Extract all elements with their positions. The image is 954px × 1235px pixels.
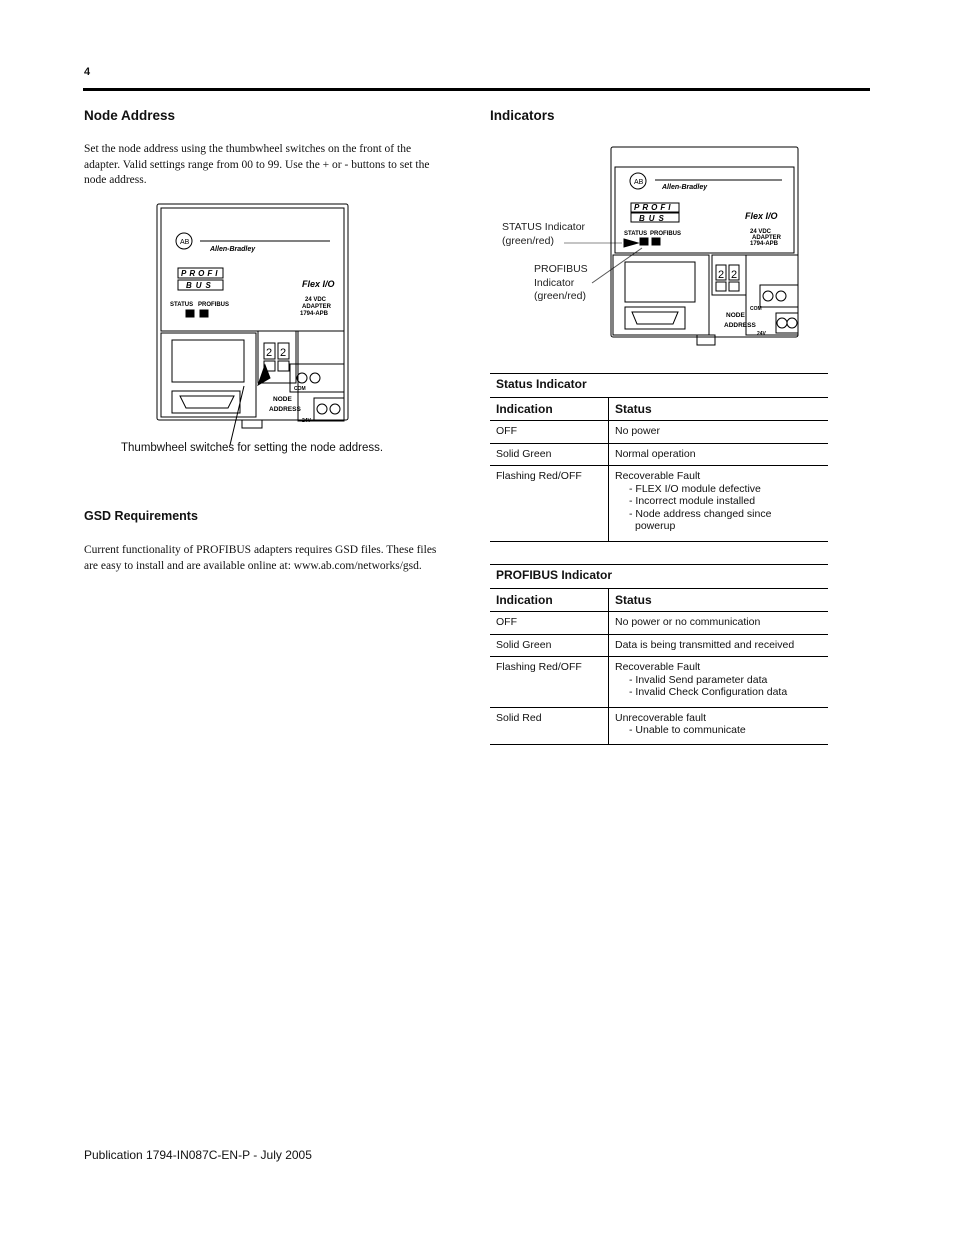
thumbwheel-digit-2: 2 [280,347,287,359]
brand-label-right: Allen-Bradley [662,184,708,191]
table-row: Flashing Red/OFF Recoverable Fault - FLEX I/O module defective - Incorrect module installed - Node address changed since powerup [490,466,828,542]
status-table-title: Status Indicator [490,374,828,398]
adapter-label-right: ADAPTER [752,235,782,241]
table-row: OFF No power or no communication [490,612,828,635]
adapter-figure-left [150,200,355,455]
voltage-label-right: 24 VDC [750,229,772,235]
com-label-right: COM [750,306,762,312]
model-label: 1794-APB [300,311,329,317]
voltage-label: 24 VDC [305,297,327,303]
indicators-heading: Indicators [490,108,555,123]
table-row: Flashing Red/OFF Recoverable Fault - Invalid Send parameter data - Invalid Check Configuration data [490,657,828,708]
status-col-indication: Indication [490,398,609,421]
ab-logo: AB [180,239,190,246]
header-rule [83,88,870,91]
status-col-status: Status [609,398,829,421]
table-row: Solid Green Normal operation [490,443,828,466]
thumbwheel-digit-2-right: 2 [731,269,738,281]
profibus-indicator-table [490,564,828,745]
profibus-table-title: PROFIBUS Indicator [490,565,828,589]
status-indicator-table [490,373,828,542]
status-indicator-callout: STATUS Indicator (green/red) [502,221,586,247]
address-label-right: ADDRESS [724,322,756,329]
adapter-figure-right [560,145,810,355]
thumbwheel-digit-1: 2 [266,347,273,359]
status-label-right: STATUS [624,231,648,237]
flexio-logo-right: Flex I/O [745,211,778,221]
node-label-right: NODE [726,312,745,319]
profibus-col-status: Status [609,589,829,612]
profi-logo: PROFI [181,269,221,278]
page-number: 4 [84,66,91,78]
table-row: OFF No power [490,421,828,444]
table-row: Solid Red Unrecoverable fault - Unable to communicate [490,707,828,744]
bus-logo: BUS [186,281,215,290]
thumbwheel-digit-1-right: 2 [718,269,725,281]
table-row: Solid Green Data is being transmitted and received [490,634,828,657]
gsd-paragraph: Current functionality of PROFIBUS adapters requires GSD files. These files are easy to install and are available online at: www.ab.com/networks/gsd. [84,544,437,572]
profi-logo-right: PROFI [634,203,674,212]
gsd-heading: GSD Requirements [84,509,198,523]
publication-footer: Publication 1794-IN087C-EN-P - July 2005 [84,1148,312,1162]
profibus-indicator-callout: PROFIBUS Indicator (green/red) [534,263,588,302]
adapter-label: ADAPTER [302,304,332,310]
node-label: NODE [273,396,292,403]
model-label-right: 1794-APB [750,241,779,247]
24v-label-right: 24V [757,331,766,337]
com-label: COM [294,386,306,392]
figure-caption: Thumbwheel switches for setting the node address. [121,442,384,454]
brand-label: Allen-Bradley [210,246,256,253]
ab-logo-right: AB [634,179,644,186]
status-label: STATUS [170,302,194,308]
flexio-logo: Flex I/O [302,279,335,289]
address-label: ADDRESS [269,406,301,413]
bus-logo-right: BUS [639,214,668,223]
node-address-paragraph: Set the node address using the thumbwheel switches on the front of the adapter. Valid settings range from 00 to 99. Use the + or - buttons to set the node address. [84,143,430,186]
24v-label: 24V [302,418,311,424]
profibus-label-right: PROFIBUS [650,231,682,237]
profibus-label: PROFIBUS [198,302,230,308]
profibus-col-indication: Indication [490,589,609,612]
node-address-heading: Node Address [84,108,176,123]
